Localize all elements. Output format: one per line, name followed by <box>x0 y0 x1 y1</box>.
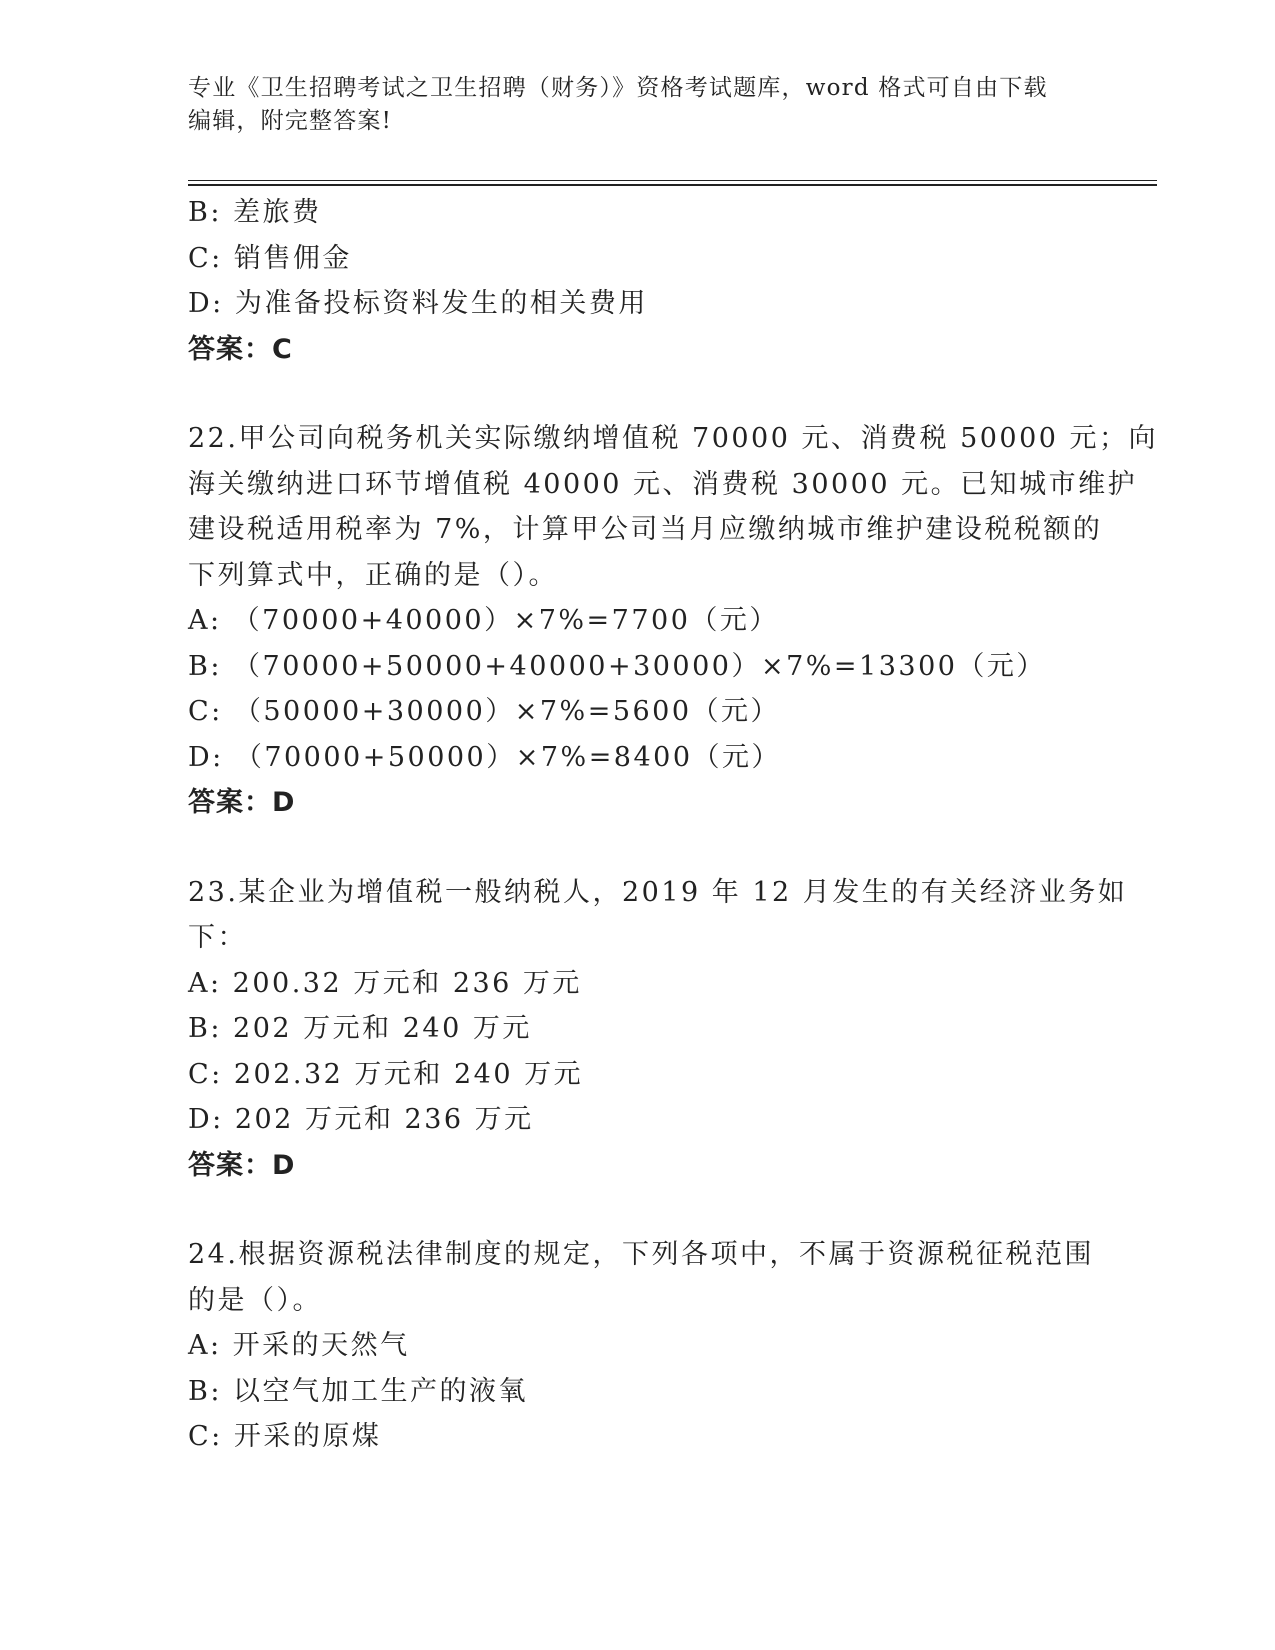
option-d: D: 202 万元和 236 万元 <box>188 1104 534 1135</box>
header-divider-thick <box>188 184 1157 186</box>
spacer <box>188 826 1088 870</box>
option-d: D: 为准备投标资料发生的相关费用 <box>188 288 648 319</box>
option-b: B: （70000+50000+40000+30000）×7%=13300（元） <box>188 650 1046 682</box>
option-a: A: 200.32 万元和 236 万元 <box>188 967 582 999</box>
question-stem-line: 22.甲公司向税务机关实际缴纳增值税 70000 元、消费税 50000 元；向 <box>188 423 1159 454</box>
option-b: B: 以空气加工生产的液氧 <box>188 1375 529 1407</box>
question-21 <box>188 190 1088 372</box>
answer-line: 答案：C <box>188 333 293 365</box>
option-b: B: 202 万元和 240 万元 <box>188 1013 532 1044</box>
option-c: C: 销售佣金 <box>188 242 352 274</box>
header-line-2: 编辑，附完整答案! <box>188 108 393 134</box>
option-c: C: 202.32 万元和 240 万元 <box>188 1058 584 1090</box>
question-22 <box>188 416 1159 826</box>
option-b: B: 差旅费 <box>188 197 322 228</box>
question-stem-line: 下： <box>188 922 247 953</box>
spacer <box>188 372 1088 416</box>
header-line-1: 专业《卫生招聘考试之卫生招聘（财务）》资格考试题库，word 格式可自由下载 <box>188 75 1048 101</box>
option-c: C: 开采的原煤 <box>188 1421 382 1452</box>
spacer <box>188 1188 1088 1232</box>
answer-line: 答案：D <box>188 787 296 818</box>
option-a: A: 开采的天然气 <box>188 1330 410 1361</box>
document-header <box>188 72 1088 138</box>
question-list <box>188 190 1159 1460</box>
answer-line: 答案：D <box>188 1149 296 1181</box>
question-stem-line: 建设税适用税率为 7%，计算甲公司当月应缴纳城市维护建设税税额的 <box>188 514 1103 545</box>
question-stem-line: 的是（）。 <box>188 1284 322 1316</box>
question-stem-line: 24.根据资源税法律制度的规定，下列各项中，不属于资源税征税范围 <box>188 1239 1094 1270</box>
question-stem-line: 海关缴纳进口环节增值税 40000 元、消费税 30000 元。已知城市维护 <box>188 468 1138 500</box>
option-a: A: （70000+40000）×7%=7700（元） <box>188 605 779 636</box>
question-24 <box>188 1232 1094 1460</box>
question-stem-line: 下列算式中，正确的是（）。 <box>188 559 558 591</box>
option-d: D: （70000+50000）×7%=8400（元） <box>188 741 782 773</box>
option-c: C: （50000+30000）×7%=5600（元） <box>188 696 781 727</box>
header-divider-thin <box>188 180 1157 181</box>
question-23 <box>188 870 1128 1189</box>
question-stem-line: 23.某企业为增值税一般纳税人，2019 年 12 月发生的有关经济业务如 <box>188 876 1128 908</box>
